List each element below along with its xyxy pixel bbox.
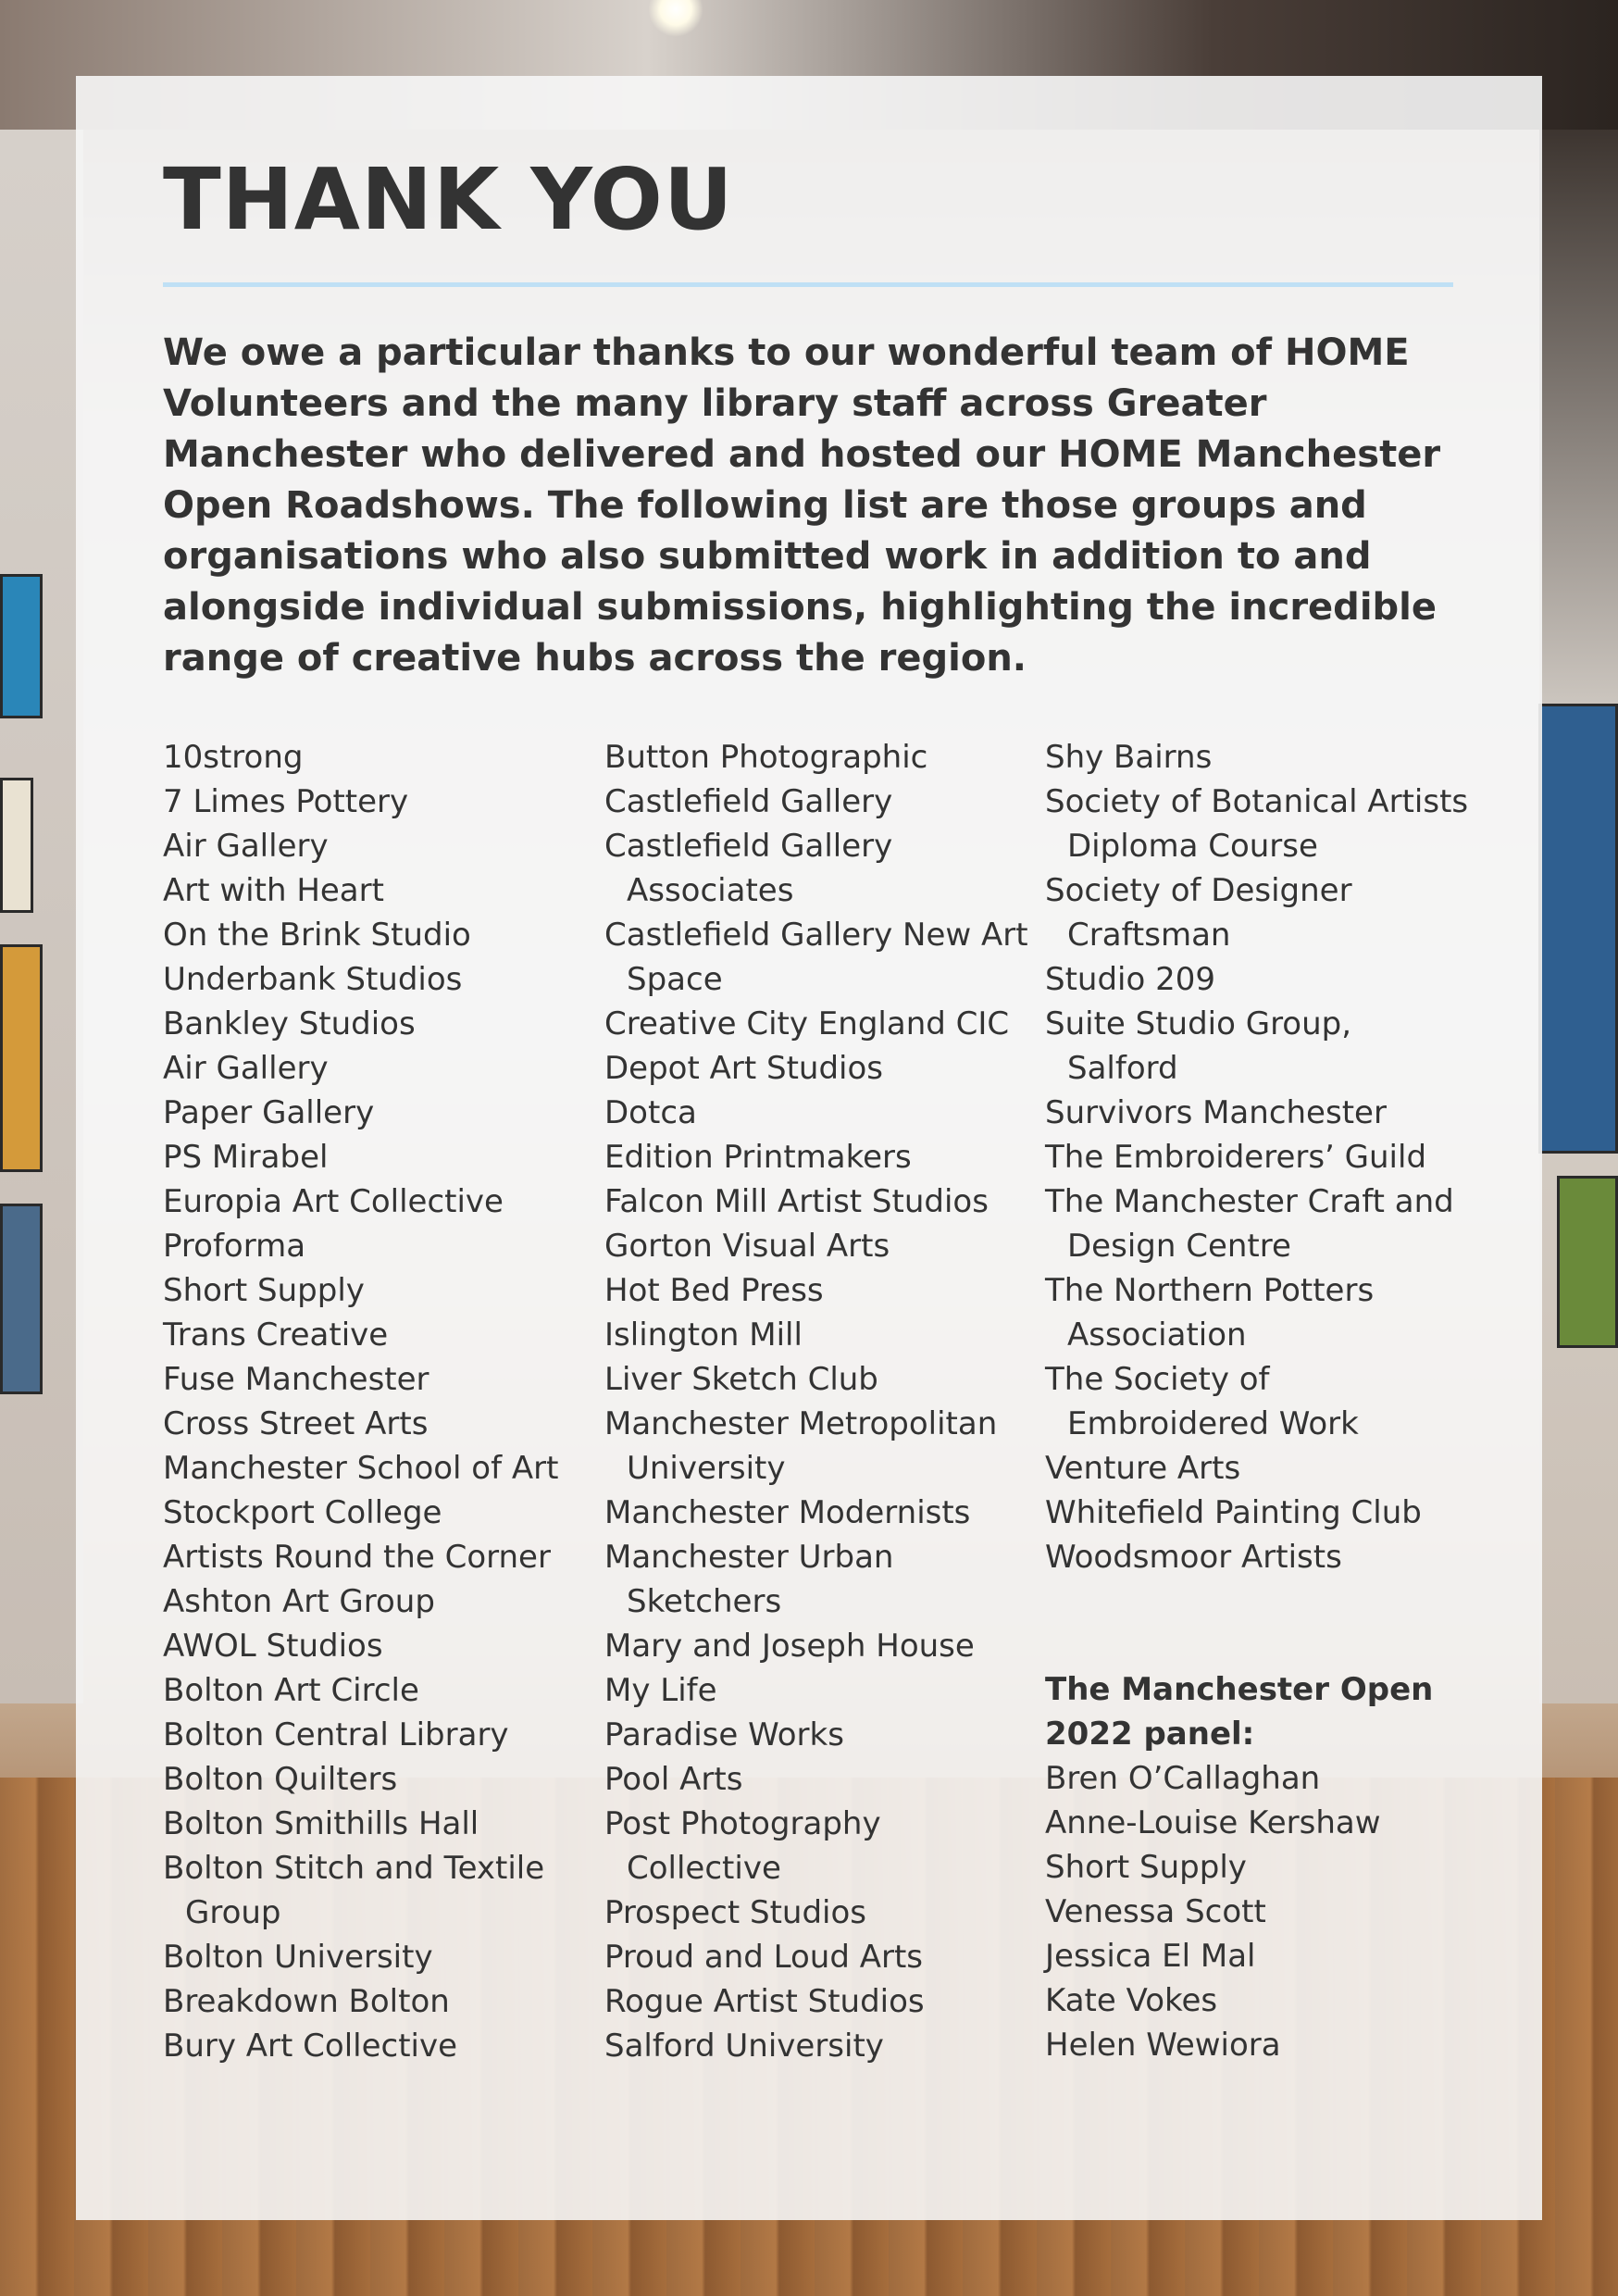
- left-wall: [0, 130, 83, 1703]
- panel-member: Bren O’Callaghan: [1045, 1760, 1321, 1797]
- list-item: Europia Art Collective: [163, 1183, 504, 1220]
- list-item-continuation: Craftsman: [1067, 917, 1231, 954]
- list-item: Rogue Artist Studios: [604, 1983, 925, 2020]
- list-item-continuation: Collective: [627, 1850, 781, 1887]
- list-item: Salford University: [604, 2028, 884, 2065]
- panel-heading: The Manchester Open: [1045, 1671, 1434, 1708]
- artwork-frame: [0, 574, 43, 718]
- list-item: Proud and Loud Arts: [604, 1939, 924, 1976]
- list-item: Shy Bairns: [1045, 739, 1213, 776]
- list-item: Castlefield Gallery New Art: [604, 917, 1028, 954]
- list-item: Depot Art Studios: [604, 1050, 884, 1087]
- list-item: Trans Creative: [163, 1316, 389, 1354]
- list-item: Gorton Visual Arts: [604, 1228, 890, 1265]
- list-item: Mary and Joseph House: [604, 1628, 975, 1665]
- artwork-frame: [0, 1204, 43, 1394]
- list-item: Button Photographic: [604, 739, 928, 776]
- list-item: Hot Bed Press: [604, 1272, 824, 1309]
- list-item: Manchester School of Art: [163, 1450, 559, 1487]
- list-item: My Life: [604, 1672, 717, 1709]
- list-item: Whitefield Painting Club: [1045, 1494, 1422, 1531]
- list-item: Edition Printmakers: [604, 1139, 912, 1176]
- list-item-continuation: Group: [185, 1894, 281, 1931]
- panel-member: Anne-Louise Kershaw: [1045, 1804, 1381, 1841]
- list-item-continuation: Embroidered Work: [1067, 1405, 1359, 1442]
- list-item-continuation: Space: [627, 961, 723, 998]
- list-item: Suite Studio Group,: [1045, 1005, 1352, 1042]
- panel-heading: 2022 panel:: [1045, 1716, 1255, 1753]
- list-item: Artists Round the Corner: [163, 1539, 551, 1576]
- panel-member: Short Supply: [1045, 1849, 1247, 1886]
- list-item: Dotca: [604, 1094, 697, 1131]
- list-item: Survivors Manchester: [1045, 1094, 1387, 1131]
- list-item: Air Gallery: [163, 828, 329, 865]
- list-item: Paradise Works: [604, 1716, 844, 1753]
- list-item: Cross Street Arts: [163, 1405, 429, 1442]
- list-item: Bolton Quilters: [163, 1761, 398, 1798]
- list-item: Manchester Urban: [604, 1539, 894, 1576]
- list-item: The Society of: [1045, 1361, 1270, 1398]
- list-item: Society of Designer: [1045, 872, 1352, 909]
- list-item: Pool Arts: [604, 1761, 743, 1798]
- list-item: Fuse Manchester: [163, 1361, 429, 1398]
- list-item: Bury Art Collective: [163, 2028, 458, 2065]
- list-item: Breakdown Bolton: [163, 1983, 450, 2020]
- organisations-column-1: [163, 735, 598, 2068]
- panel-members-list: [1045, 1667, 1499, 2067]
- artwork-frame: [0, 778, 33, 913]
- list-item: Creative City England CIC: [604, 1005, 1010, 1042]
- list-item: AWOL Studios: [163, 1628, 383, 1665]
- list-item: Air Gallery: [163, 1050, 329, 1087]
- list-item: 10strong: [163, 739, 304, 776]
- page-title: THANK YOU: [163, 150, 734, 249]
- list-item-continuation: Salford: [1067, 1050, 1178, 1087]
- list-item: Manchester Metropolitan: [604, 1405, 998, 1442]
- artwork-frame: [1538, 704, 1618, 1154]
- list-item: Manchester Modernists: [604, 1494, 971, 1531]
- list-item: Ashton Art Group: [163, 1583, 435, 1620]
- list-item: The Northern Potters: [1045, 1272, 1375, 1309]
- list-item-continuation: Design Centre: [1067, 1228, 1291, 1265]
- list-item: Stockport College: [163, 1494, 442, 1531]
- list-item: Society of Botanical Artists: [1045, 783, 1469, 820]
- organisations-column-2: [604, 735, 1039, 2068]
- list-item: Castlefield Gallery: [604, 783, 893, 820]
- list-item: Woodsmoor Artists: [1045, 1539, 1342, 1576]
- organisations-column-3: [1045, 735, 1499, 1579]
- list-item: Liver Sketch Club: [604, 1361, 878, 1398]
- list-item: 7 Limes Pottery: [163, 783, 409, 820]
- list-item: PS Mirabel: [163, 1139, 329, 1176]
- intro-paragraph: We owe a particular thanks to our wonderful team of HOME Volunteers and the many library staff across Greater Manchester who delivered and hosted our HOME Manchester Open Roadshows. The following list are those groups and organisations who also submitted work in addition to and alongside individual submissions, highlighting the incredible range of creative hubs across the region.: [163, 331, 1441, 680]
- title-divider: [163, 282, 1453, 287]
- list-item: Proforma: [163, 1228, 306, 1265]
- list-item: Short Supply: [163, 1272, 365, 1309]
- content-panel: [76, 76, 1542, 2220]
- list-item-continuation: Diploma Course: [1067, 828, 1318, 865]
- artwork-frame: [0, 944, 43, 1172]
- panel-member: Venessa Scott: [1045, 1893, 1266, 1930]
- list-item-continuation: Associates: [627, 872, 794, 909]
- list-item: Studio 209: [1045, 961, 1215, 998]
- list-item-continuation: Association: [1067, 1316, 1247, 1354]
- list-item: Bolton Art Circle: [163, 1672, 419, 1709]
- list-item-continuation: University: [627, 1450, 786, 1487]
- list-item: Falcon Mill Artist Studios: [604, 1183, 989, 1220]
- list-item: Islington Mill: [604, 1316, 803, 1354]
- list-item: Paper Gallery: [163, 1094, 375, 1131]
- panel-member: Helen Wewiora: [1045, 2027, 1281, 2064]
- list-item: Bolton Stitch and Textile: [163, 1850, 545, 1887]
- list-item: Post Photography: [604, 1805, 881, 1842]
- list-item: Bolton University: [163, 1939, 433, 1976]
- list-item: Underbank Studios: [163, 961, 463, 998]
- list-item: Castlefield Gallery: [604, 828, 893, 865]
- list-item: Bolton Smithills Hall: [163, 1805, 479, 1842]
- list-item: On the Brink Studio: [163, 917, 471, 954]
- list-item: Bankley Studios: [163, 1005, 416, 1042]
- list-item: Prospect Studios: [604, 1894, 866, 1931]
- list-item: The Embroiderers’ Guild: [1045, 1139, 1427, 1176]
- panel-member: Jessica El Mal: [1045, 1938, 1256, 1975]
- list-item: Venture Arts: [1045, 1450, 1241, 1487]
- list-item: Art with Heart: [163, 872, 384, 909]
- artwork-frame: [1557, 1176, 1618, 1348]
- list-item: Bolton Central Library: [163, 1716, 509, 1753]
- list-item-continuation: Sketchers: [627, 1583, 782, 1620]
- panel-member: Kate Vokes: [1045, 1982, 1218, 2019]
- list-item: The Manchester Craft and: [1045, 1183, 1454, 1220]
